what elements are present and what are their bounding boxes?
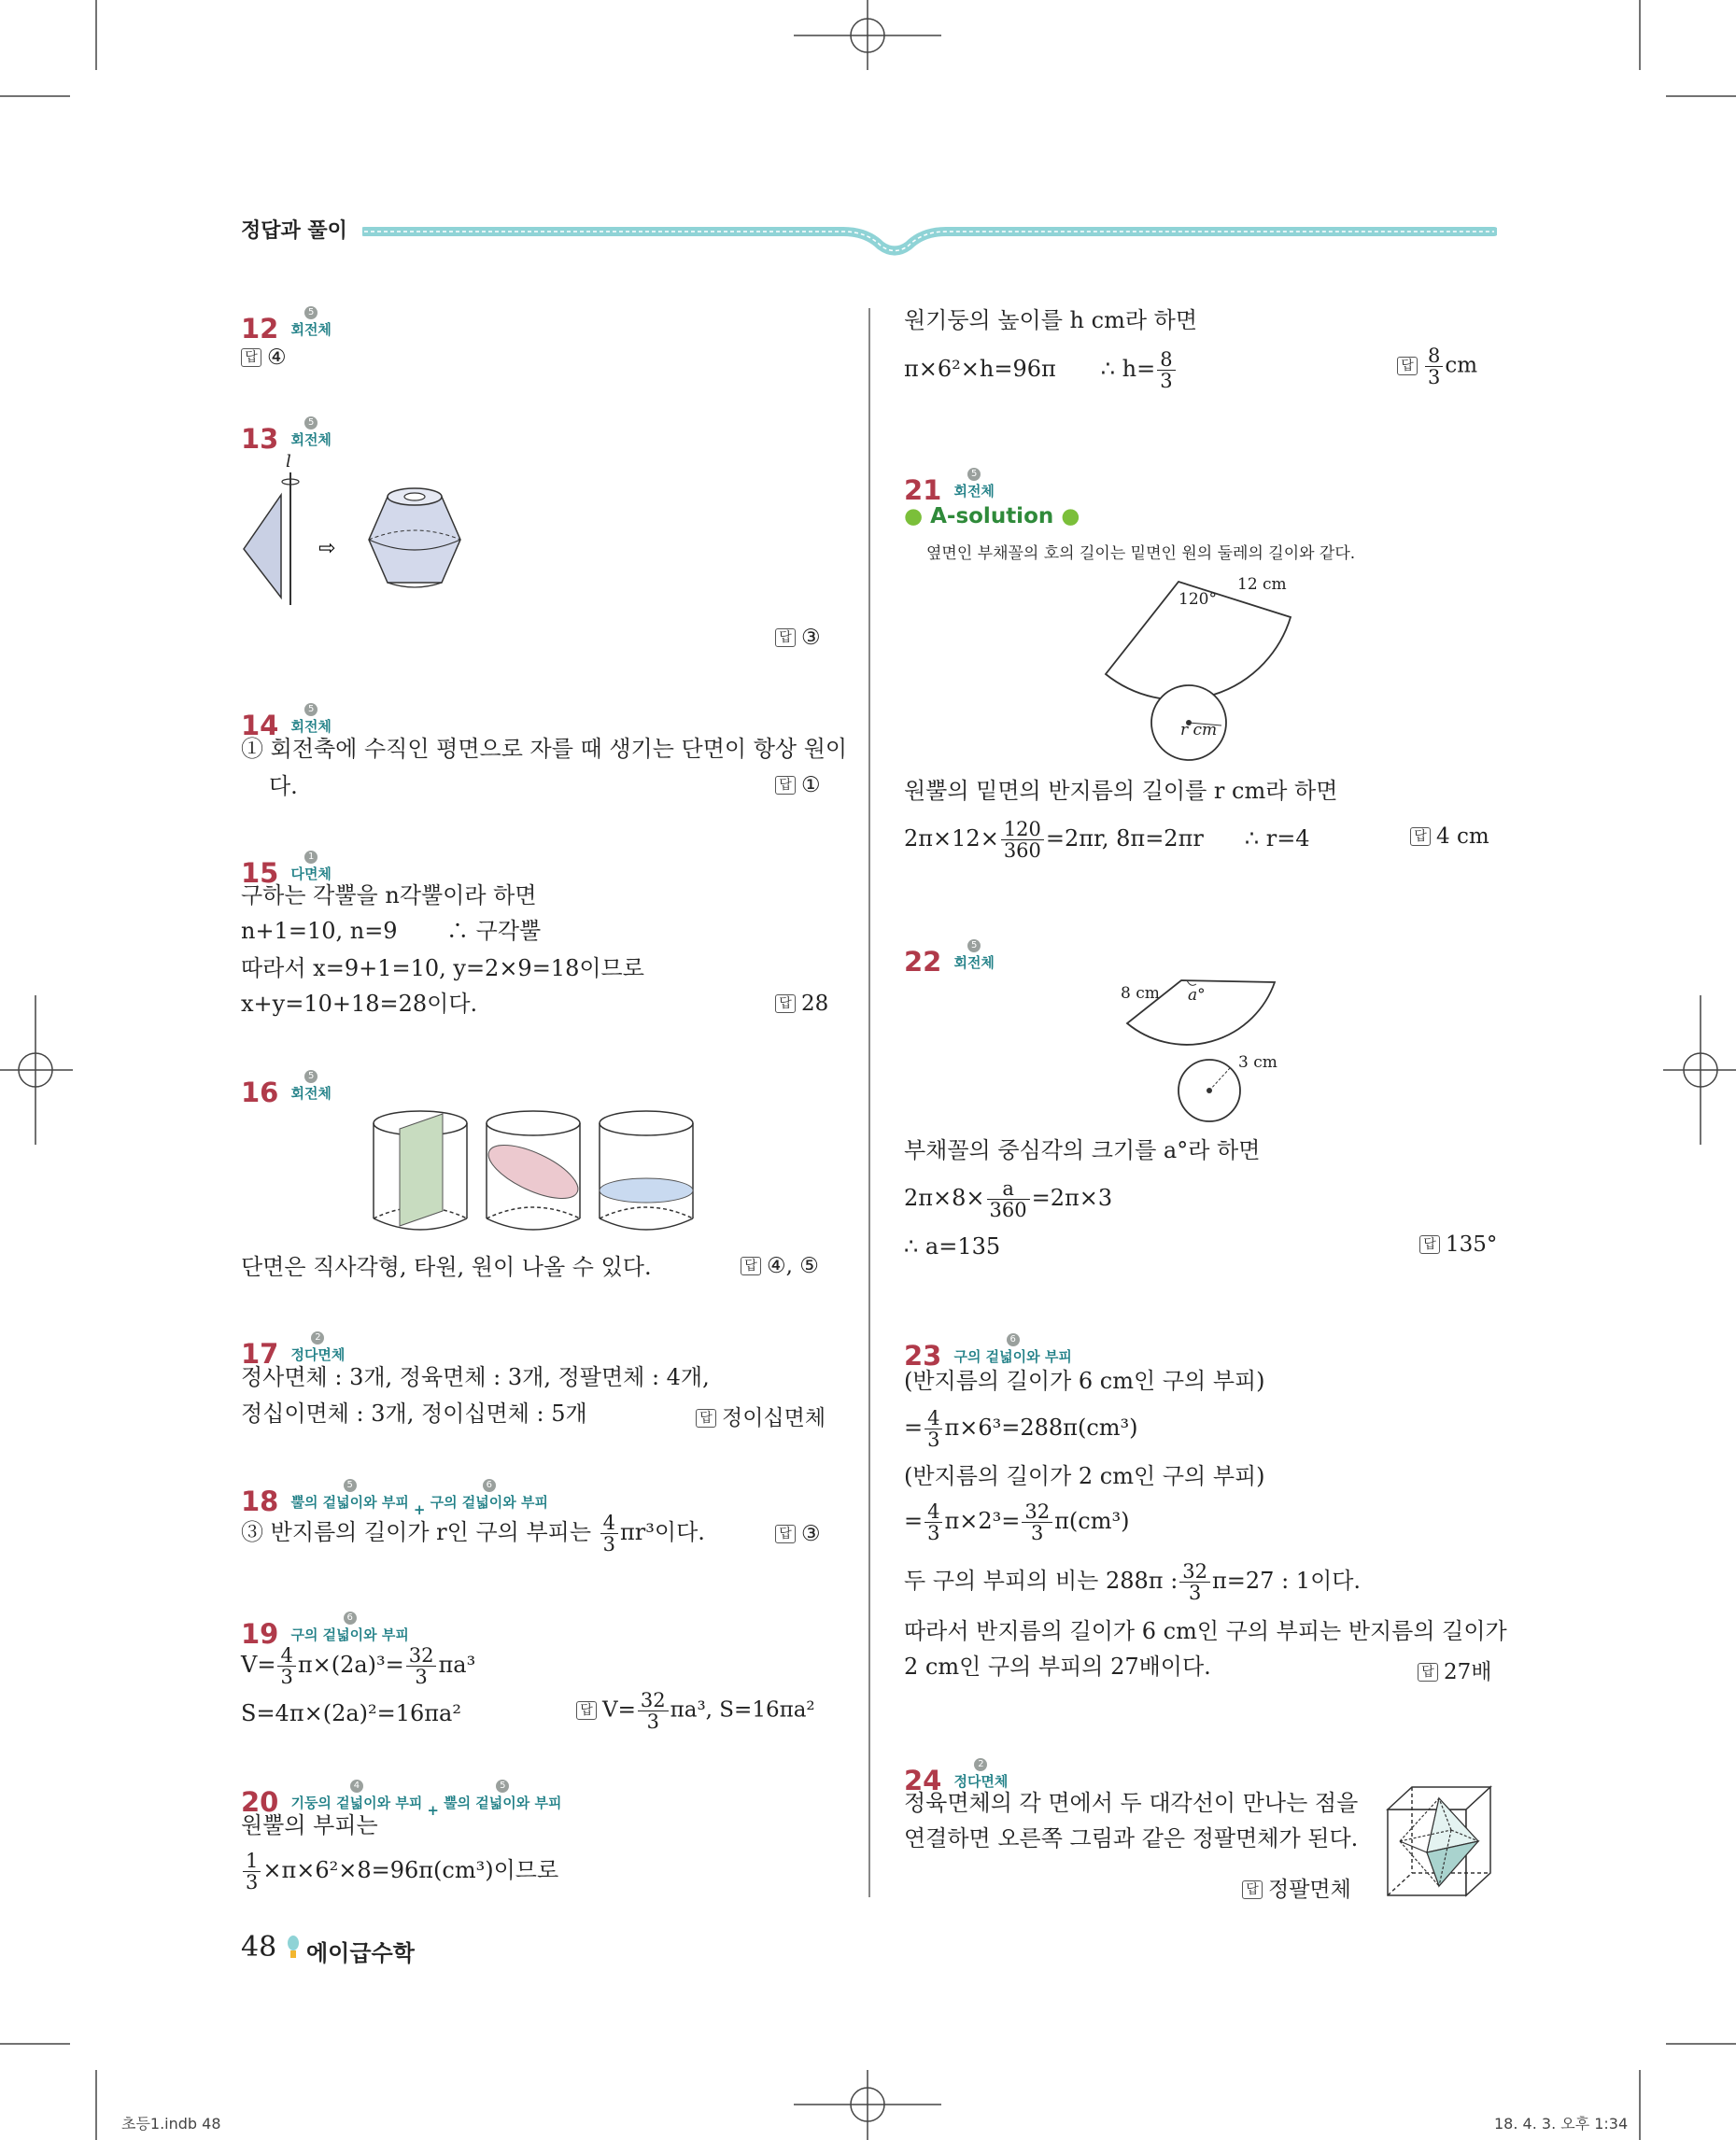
fig-label-angle: a° [1188,986,1206,1005]
header-divider [362,222,1497,260]
problem-number: 12 [241,313,279,345]
problem-15: 15 1 다면체 [241,852,332,889]
problem-18: 18 5 뿔의 겉넓이와 부피 + 6 구의 겉넓이와 부피 [241,1480,548,1518]
a-solution-text: 옆면인 부채꼴의 호의 길이는 밑면인 원의 둘레의 길이와 같다. [926,544,1356,563]
text-line: 따라서 x=9+1=10, y=2×9=18이므로 [241,955,644,981]
text-line: 구하는 각뿔을 n각뿔이라 하면 [241,882,537,908]
text-line: 두 구의 부피의 비는 288π : $\frac{32}{3}$ π=27 : 1이다. [904,1560,1362,1604]
text-line: (반지름의 길이가 6 cm인 구의 부피) [904,1368,1265,1394]
text-line: ∴ 구각뿔 [446,918,542,944]
answer-24: 답 정팔면체 [1242,1872,1351,1903]
text-line: 정사면체 : 3개, 정육면체 : 3개, 정팔면체 : 4개, [241,1364,710,1390]
text-line: 2 cm인 구의 부피의 27배이다. [904,1654,1211,1680]
fig-label-r: 3 cm [1238,1053,1277,1072]
problem-12 [241,301,332,345]
text-line: 정육면체의 각 면에서 두 대각선이 만나는 점을 [904,1790,1359,1816]
problem-22: 22 5 회전체 [904,940,995,978]
problem-19: 19 6 구의 겉넓이와 부피 [241,1612,409,1650]
text-line: 따라서 반지름의 길이가 6 cm인 구의 부피는 반지름의 길이가 [904,1618,1507,1644]
fig-label-angle: 120° [1179,590,1217,609]
answer-18: 답 ③ [775,1522,821,1546]
cylinder-sections-figure [372,1106,703,1237]
answer-17: 답 정이십면체 [696,1401,826,1431]
problem-23: 23 6 구의 겉넓이와 부피 [904,1334,1072,1372]
axis-label-l: l [286,452,291,472]
rotation-figure [238,467,481,616]
topic-label: 회전체 [290,321,332,338]
text-line: 원뿔의 밑면의 반지름의 길이를 r cm라 하면 [904,778,1338,804]
fig-label-radius: 12 cm [1237,575,1287,594]
text-line: 2π×12× $\frac{120}{360}$ =2πr, 8π=2πr ∴ r=4 [904,818,1310,862]
answer-14: 답 ① [775,773,821,797]
print-file-info: 초등1.indb 48 [121,2115,221,2133]
text-line: ③ 반지름의 길이가 r인 구의 부피는 $\frac{4}{3}$ πr³이다. [241,1512,705,1556]
text-line: ∴ a=135 [904,1233,1001,1260]
book-title: 에이급수학 [306,1940,415,1966]
text-line: 다. [269,773,298,799]
cube-octahedron-figure [1384,1781,1494,1901]
section-title: 정답과 풀이 [241,219,347,243]
answer-22: 답 135° [1419,1232,1497,1257]
text-line: 원뿔의 부피는 [241,1812,378,1838]
problem-21: 21 5 회전체 [904,469,995,506]
problem-17: 17 2 정다면체 [241,1332,346,1370]
text-line: x+y=10+18=28이다. [241,991,478,1017]
a-solution-title: ● A-solution ● [904,504,1080,528]
problem-14: 14 5 회전체 [241,704,332,741]
bulb-icon [287,1935,300,1961]
problem-13: 13 5 회전체 [241,417,332,455]
print-timestamp: 18. 4. 3. 오후 1:34 [1494,2115,1629,2133]
text-line: 단면은 직사각형, 타원, 원이 나올 수 있다. [241,1254,652,1280]
problem-20: 20 4 기둥의 겉넓이와 부피 + 5 뿔의 겉넓이와 부피 [241,1781,562,1819]
answer-16: 답 ④, ⑤ [741,1254,819,1278]
text-line: 정십이면체 : 3개, 정이십면체 : 5개 [241,1401,587,1427]
text-line: π×6²×h=96π ∴ h= $\frac{8}{3}$ [904,349,1178,391]
answer-12: 답 ④ [241,345,287,370]
text-line: = $\frac{4}{3}$ π×6³=288π(cm³) [904,1407,1138,1451]
text-line: 원기둥의 높이를 h cm라 하면 [904,307,1198,333]
column-divider [868,308,870,1897]
text-line: 연결하면 오른쪽 그림과 같은 정팔면체가 된다. [904,1825,1359,1851]
answer-20: 답 $\frac{8}{3}$ cm [1397,345,1477,387]
text-line: V= $\frac{4}{3}$ π×(2a)³= $\frac{32}{3}$ πa³ [241,1644,476,1688]
text-line: = $\frac{4}{3}$ π×2³= $\frac{32}{3}$ π(cm³) [904,1500,1130,1544]
answer-23: 답 27배 [1418,1654,1492,1685]
answer-21: 답 4 cm [1410,824,1489,849]
problem-24: 24 2 정다면체 [904,1759,1009,1796]
text-line: 2π×8× $\frac{a}{360}$ =2π×3 [904,1177,1113,1221]
fig-label-slant: 8 cm [1121,984,1160,1003]
fig-label-r: r cm [1180,721,1218,739]
text-line: n+1=10, n=9 [241,918,398,944]
answer-19: 답 V= $\frac{32}{3}$ πa³, S=16πa² [576,1690,815,1732]
text-line: 부채꼴의 중심각의 크기를 a°라 하면 [904,1137,1261,1163]
text-line: ① 회전축에 수직인 평면으로 자를 때 생기는 단면이 항상 원이 [241,736,848,762]
topic-number: 5 [304,306,318,319]
page-number: 48 [241,1931,277,1964]
problem-16: 16 5 회전체 [241,1071,332,1108]
svg-text:⇨: ⇨ [318,537,336,560]
text-line: (반지름의 길이가 2 cm인 구의 부피) [904,1463,1265,1489]
text-line: S=4π×(2a)²=16πa² [241,1700,461,1726]
text-line: $\frac{1}{3}$ ×π×6²×8=96π(cm³)이므로 [241,1851,558,1893]
answer-13: 답 ③ [775,626,821,650]
answer-15: 답 28 [775,992,828,1016]
